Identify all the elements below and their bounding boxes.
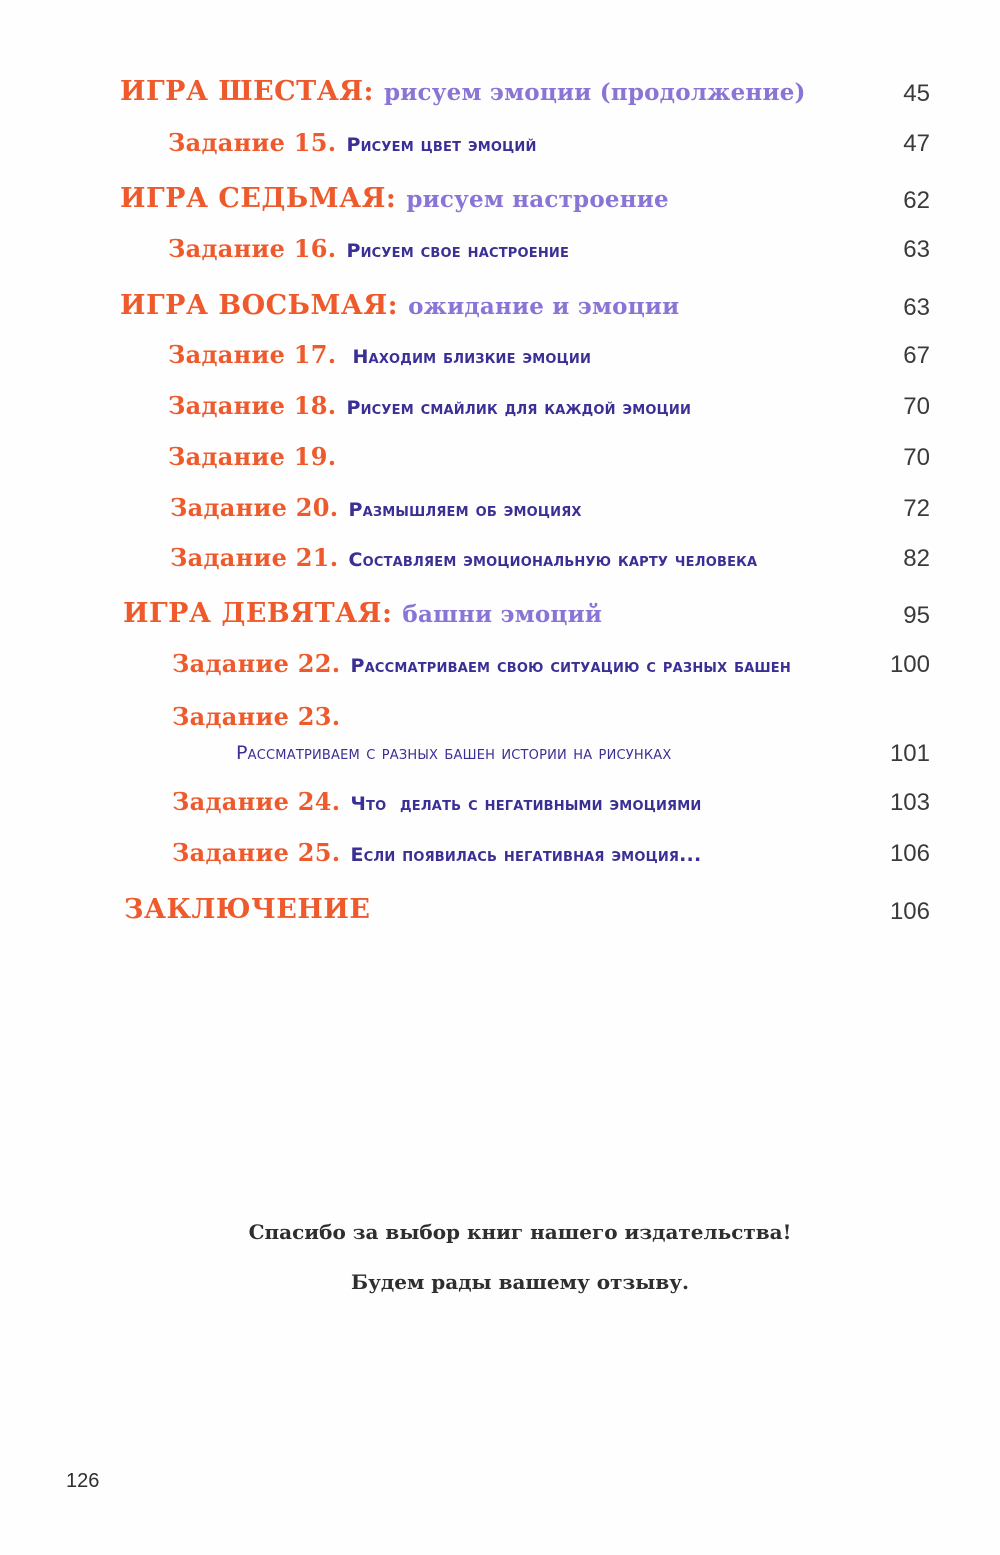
game-subtitle: башни эмоций (402, 601, 603, 628)
toc-entry-task-23[interactable] (0, 702, 1000, 782)
game-subtitle: рисуем настроение (406, 186, 669, 213)
game-heading (123, 598, 602, 629)
task-title: Рисуем цвет эмоций (346, 134, 537, 156)
toc-entry-task-20[interactable] (0, 493, 1000, 533)
toc-entry-task-19[interactable] (0, 442, 1000, 482)
task-title: Рассматриваем с разных башен истории на рисунках (236, 742, 672, 764)
game-title: ИГРА ДЕВЯТАЯ: (123, 598, 393, 629)
page-number-ref: 70 (903, 444, 930, 471)
task-title: Составляем эмоциональную карту человека (348, 549, 758, 571)
game-title: ИГРА ШЕСТАЯ: (120, 76, 375, 107)
task-heading (172, 838, 701, 867)
toc-entry-game-7[interactable] (0, 183, 1000, 223)
game-heading (120, 76, 806, 107)
page-number-ref: 95 (903, 602, 930, 629)
task-label: Задание 23. (172, 702, 341, 731)
page-number-ref: 62 (903, 187, 930, 214)
task-title: Находим близкие эмоции (352, 346, 592, 368)
page-number-ref: 45 (903, 80, 930, 107)
task-heading (168, 391, 691, 420)
toc-entry-task-17[interactable] (0, 340, 1000, 380)
task-label: Задание 17. (168, 340, 337, 369)
task-label: Задание 25. (172, 838, 341, 867)
task-title: Что делать с негативными эмоциями (350, 793, 702, 815)
task-title: Рисуем свое настроение (346, 240, 570, 262)
toc-entry-task-15[interactable] (0, 128, 1000, 168)
task-heading (170, 493, 582, 522)
page-folio: 126 (66, 1470, 100, 1492)
task-label: Задание 22. (172, 649, 341, 678)
game-heading (120, 183, 669, 214)
toc-entry-task-16[interactable] (0, 234, 1000, 274)
toc-entry-task-21[interactable] (0, 543, 1000, 583)
game-title: ИГРА СЕДЬМАЯ: (120, 183, 397, 214)
page-number-ref: 106 (889, 898, 930, 925)
toc-entry-task-22[interactable] (0, 649, 1000, 689)
game-heading (120, 290, 679, 321)
page-number-ref: 47 (903, 130, 930, 157)
toc-entry-game-9[interactable] (0, 598, 1000, 638)
task-heading (168, 234, 569, 263)
page-number-ref: 103 (889, 789, 930, 816)
task-label: Задание 15. (168, 128, 337, 157)
game-subtitle: рисуем эмоции (продолжение) (384, 79, 806, 106)
toc-entry-task-24[interactable] (0, 787, 1000, 827)
toc-entry-game-8[interactable] (0, 290, 1000, 330)
page-number-ref: 70 (903, 393, 930, 420)
toc-entry-conclusion[interactable] (0, 894, 1000, 934)
task-heading (172, 649, 791, 678)
conclusion-heading: ЗАКЛЮЧЕНИЕ (124, 894, 371, 925)
page-number-ref: 72 (903, 495, 930, 522)
page-number-ref: 63 (903, 294, 930, 321)
task-heading (168, 340, 591, 369)
task-heading (170, 543, 757, 572)
task-label: Задание 21. (170, 543, 339, 572)
page-number-ref: 82 (903, 545, 930, 572)
task-heading (168, 128, 537, 157)
game-title: ИГРА ВОСЬМАЯ: (120, 290, 399, 321)
game-subtitle: ожидание и эмоции (408, 293, 680, 320)
task-title: Если появилась негативная эмоция... (350, 844, 702, 866)
task-label: Задание 16. (168, 234, 337, 263)
task-title: Рассматриваем свою ситуацию с разных башен (350, 655, 791, 677)
page-number-ref: 106 (889, 840, 930, 867)
task-label: Задание 19. (168, 442, 337, 471)
toc-entry-game-6[interactable] (0, 76, 1000, 116)
task-title: Рисуем смайлик для каждой эмоции (346, 397, 692, 419)
page-number-ref: 63 (903, 236, 930, 263)
task-label: Задание 18. (168, 391, 337, 420)
task-title: Размышляем об эмоциях (348, 499, 582, 521)
task-heading (172, 787, 701, 816)
page-number-ref: 100 (889, 651, 930, 678)
toc-entry-task-18[interactable] (0, 391, 1000, 431)
closing-review-request: Будем рады вашему отзыву. (351, 1270, 689, 1294)
toc-entry-task-25[interactable] (0, 838, 1000, 878)
closing-thanks: Спасибо за выбор книг нашего издательства! (248, 1220, 792, 1244)
task-label: Задание 24. (172, 787, 341, 816)
task-heading (168, 442, 336, 471)
page-number-ref: 101 (889, 740, 930, 767)
task-label: Задание 20. (170, 493, 339, 522)
page-number-ref: 67 (903, 342, 930, 369)
